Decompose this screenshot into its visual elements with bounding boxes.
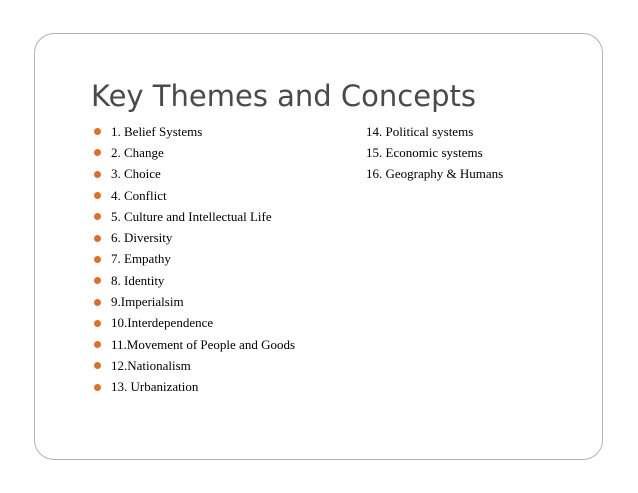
list-item-label: 1. Belief Systems [111, 123, 203, 139]
list-item-label: 13. Urbanization [111, 379, 199, 395]
list-item [94, 164, 295, 185]
slide-title: Key Themes and Concepts [91, 79, 476, 113]
bullet-dot-icon [94, 341, 101, 348]
list-item [94, 313, 295, 334]
list-item [94, 334, 295, 355]
list-item-label: 4. Conflict [111, 187, 167, 203]
bullet-dot-icon [94, 299, 101, 306]
list-item [94, 270, 295, 291]
list-item [94, 377, 295, 398]
list-item [94, 142, 295, 163]
list-item-label: 10.Interdependence [111, 315, 214, 331]
bullet-dot-icon [94, 256, 101, 263]
bullet-dot-icon [94, 362, 101, 369]
bullet-dot-icon [94, 213, 101, 220]
list-item [94, 185, 295, 206]
bullet-dot-icon [94, 171, 101, 178]
list-item [94, 291, 295, 312]
list-item [94, 121, 295, 142]
list-item-label: 11.Movement of People and Goods [111, 336, 296, 352]
list-item [366, 164, 503, 185]
list-item-label: 12.Nationalism [111, 357, 191, 373]
list-item-label: 3. Choice [111, 166, 161, 182]
bullet-dot-icon [94, 192, 101, 199]
list-item-label: 16. Geography & Humans [366, 166, 504, 182]
list-item-label: 6. Diversity [111, 230, 173, 246]
list-item-label: 7. Empathy [111, 251, 171, 267]
list-item-label: 8. Identity [111, 272, 165, 288]
bullet-dot-icon [94, 235, 101, 242]
bullet-dot-icon [94, 149, 101, 156]
bullet-dot-icon [94, 128, 101, 135]
themes-list-left [94, 121, 295, 398]
list-item-label: 2. Change [111, 144, 164, 160]
list-item-label: 15. Economic systems [366, 144, 483, 160]
bullet-dot-icon [94, 320, 101, 327]
themes-list-right [366, 121, 503, 185]
list-item [94, 249, 295, 270]
list-item [366, 121, 503, 142]
list-item-label: 14. Political systems [366, 123, 474, 139]
list-item [366, 142, 503, 163]
list-item-label: 9.Imperialsim [111, 294, 184, 310]
bullet-dot-icon [94, 384, 101, 391]
list-item [94, 355, 295, 376]
bullet-dot-icon [94, 277, 101, 284]
list-item-label: 5. Culture and Intellectual Life [111, 208, 272, 224]
list-item [94, 206, 295, 227]
list-item [94, 227, 295, 248]
